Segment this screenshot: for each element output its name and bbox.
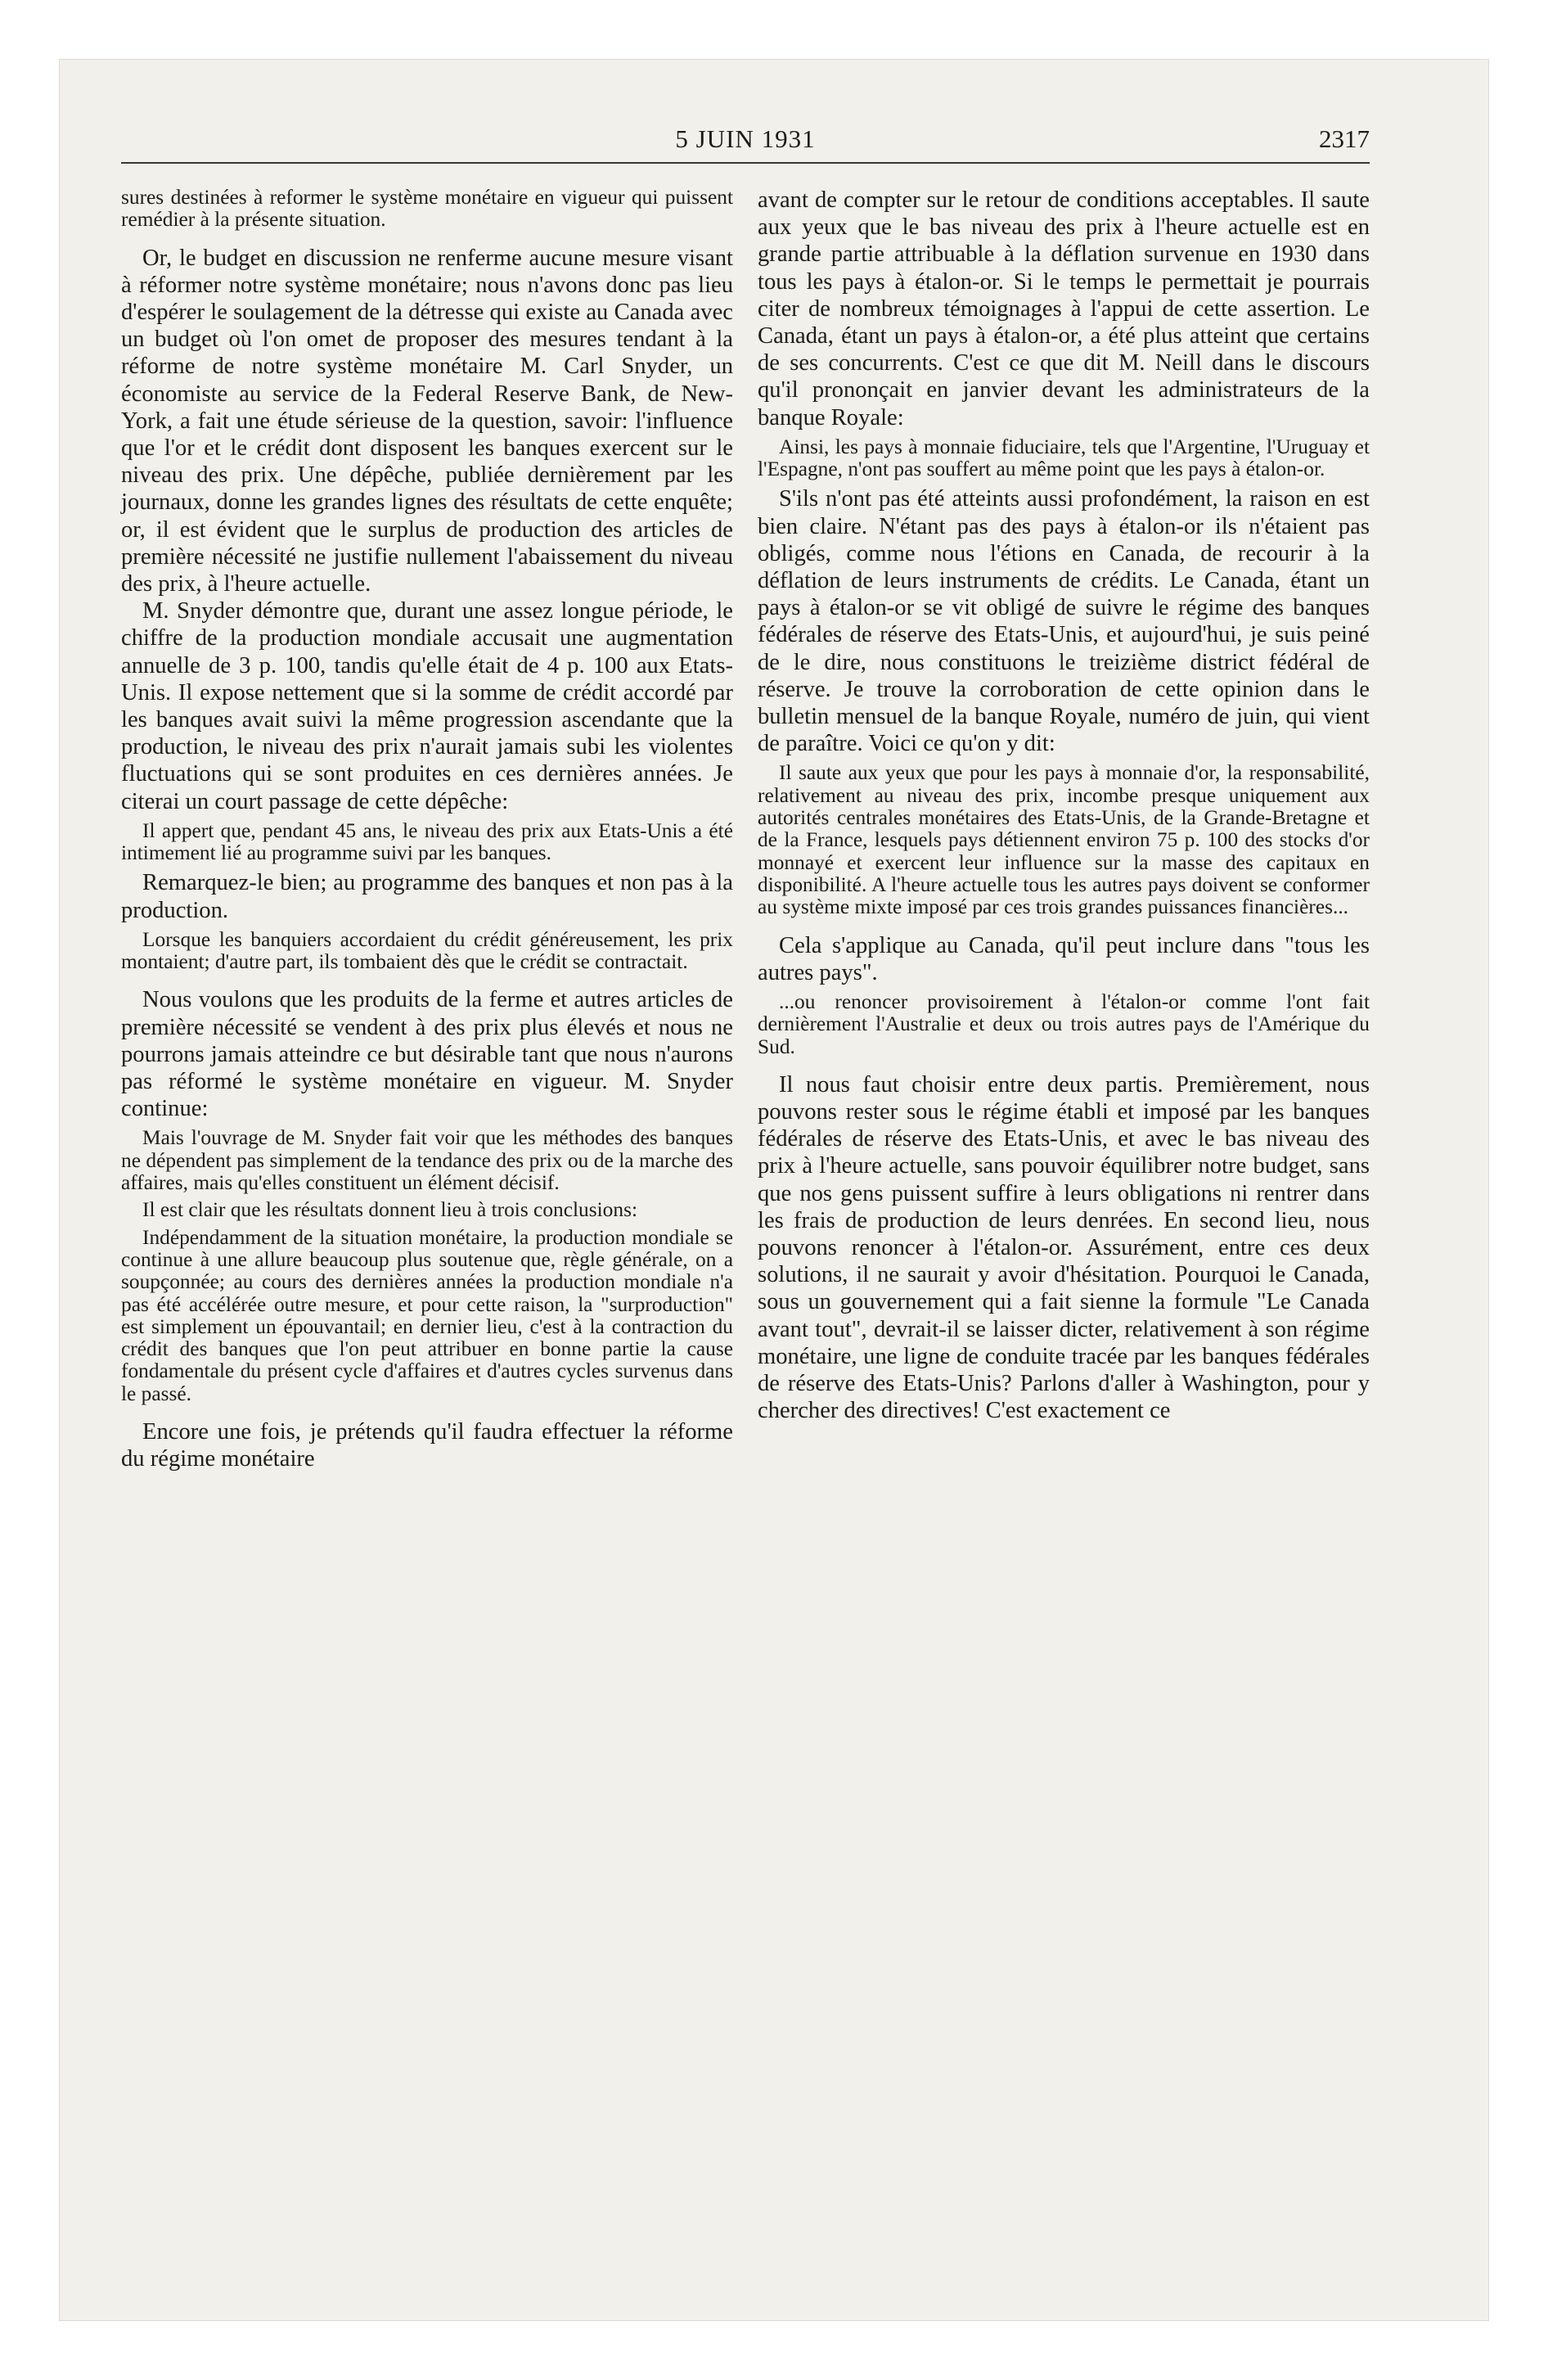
body-paragraph: Or, le budget en discussion ne renferme aucune mesure visant à réformer notre système monétaire; nous n'avons donc pas lieu d'espérer le soulagement de la détresse qui existe au Canada avec un budget où l'on omet de proposer des mesures tendant à la réforme de notre système monétaire M. Carl Snyder, un économiste au service de la Federal Reserve Bank, de New-York, a fait une étude sérieuse de la question, savoir: l'influence que l'or et le crédit dont disposent les banques exercent sur le niveau des prix. Une dépêche, publiée dernièrement par les journaux, donne les grandes lignes des résultats de cette enquête; or, il est évident que le surplus de production des articles de première nécessité ne justifie nullement l'abaissement du niveau des prix, à l'heure actuelle.	[121, 245, 733, 597]
body-paragraph: Il nous faut choisir entre deux partis. Premièrement, nous pouvons rester sous le régime établi et imposé par les banques fédérales de réserve des Etats-Unis, et avec le bas niveau des prix à l'heure actuelle, sans pouvoir équilibrer notre budget, sans que nos gens puissent suffire à leurs obligations ni rentrer dans les frais de production de leurs denrées. En second lieu, nous pouvons renoncer à l'étalon-or. Assurément, entre ces deux solutions, il ne saurait y avoir d'hésitation. Pourquoi le Canada, sous un gouvernement qui a fait sienne la formule "Le Canada avant tout", devrait-il se laisser dicter, relativement à son régime monétaire, une ligne de conduite tracée par les banques fédérales de réserve des Etats-Unis? Parlons d'aller à Washington, pour y chercher des directives! C'est exactement ce	[758, 1071, 1370, 1424]
hansard-page	[121, 121, 1370, 2249]
quote-paragraph: sures destinées à reformer le système monétaire en vigueur qui puissent remédier à la présente situation.	[121, 186, 733, 232]
quote-paragraph: Il est clair que les résultats donnent lieu à trois conclusions:	[142, 1198, 637, 1222]
body-paragraph: S'ils n'ont pas été atteints aussi profondément, la raison en est bien claire. N'étant pas des pays à étalon-or ils n'étaient pas obligés, comme nous l'étions en Canada, de recourir à la déflation de leurs instruments de crédits. Le Canada, étant un pays à étalon-or se vit obligé de suivre le régime des banques fédérales de réserve des Etats-Unis, et aujourd'hui, je suis peiné de le dire, nous constituons le treizième district fédéral de réserve. Je trouve la corroboration de cette opinion dans le bulletin mensuel de la banque Royale, numéro de juin, qui vient de paraître. Voici ce qu'on y dit:	[758, 486, 1370, 757]
body-paragraph: Remarquez-le bien; au programme des banques et non pas à la production.	[121, 870, 733, 923]
text-columns	[121, 187, 1370, 1472]
body-paragraph: Nous voulons que les produits de la ferme et autres articles de première nécessité se vendent à des prix plus élevés et nous ne pourrons jamais atteindre ce but désirable tant que nous n'aurons pas réformé le système monétaire en vigueur. M. Snyder continue:	[121, 987, 733, 1122]
quote-paragraph: Lorsque les banquiers accordaient du crédit généreusement, les prix montaient; d'autre part, ils tombaient dès que le crédit se contractait.	[121, 927, 733, 974]
page-header	[121, 121, 1370, 164]
page-number: 2317	[1319, 124, 1370, 153]
body-paragraph: Encore une fois, je prétends qu'il faudra effectuer la réforme du régime monétaire	[121, 1419, 733, 1472]
body-paragraph: Cela s'applique au Canada, qu'il peut inclure dans "tous les autres pays".	[758, 932, 1370, 985]
body-paragraph: avant de compter sur le retour de conditions acceptables. Il saute aux yeux que le bas niveau des prix à l'heure actuelle est en grande partie attribuable à la déflation survenue en 1930 dans tous les pays à étalon-or. Si le temps le permettait je pourrais citer de nombreux témoignages à l'appui de cette assertion. Le Canada, étant un pays à étalon-or, a été plus atteint que certains de ses concurrents. C'est ce que dit M. Neill dans le discours qu'il prononçait en janvier devant les administrateurs de la banque Royale:	[758, 187, 1370, 430]
page-date: 5 JUIN 1931	[675, 124, 816, 153]
quote-paragraph: Ainsi, les pays à monnaie fiduciaire, tels que l'Argentine, l'Uruguay et l'Espagne, n'ont pas souffert au même point que les pays à étalon-or.	[758, 435, 1370, 481]
quote-paragraph: Il saute aux yeux que pour les pays à monnaie d'or, la responsabilité, relativement au niveau des prix, incombe presque uniquement aux autorités centrales monétaires des Etats-Unis, de la Grande-Bretagne et de la France, lesquels pays détiennent environ 75 p. 100 des stocks d'or monnayé et exercent leur influence sur la masse des capitaux en disponibilité. A l'heure actuelle tous les autres pays doivent se conformer au système mixte imposé par ces trois grandes puissances financières...	[758, 761, 1370, 919]
left-column	[121, 187, 733, 1472]
quote-paragraph: Il appert que, pendant 45 ans, le niveau des prix aux Etats-Unis a été intimement lié au programme suivi par les banques.	[121, 818, 733, 865]
quote-paragraph: ...ou renoncer provisoirement à l'étalon-or comme l'ont fait dernièrement l'Australie et deux ou trois autres pays de l'Amérique du Sud.	[758, 989, 1370, 1058]
quote-paragraph: Indépendamment de la situation monétaire, la production mondiale se continue à une allure beaucoup plus soutenue que, règle générale, on a soupçonnée; au cours des dernières années la production mondiale n'a pas été accélérée outre mesure, et pour cette raison, la "surproduction" est simplement un épouvantail; en dernier lieu, c'est à la contraction du crédit des banques que l'on peut attribuer en bonne partie la cause fondamentale du présent cycle d'affaires et d'autres cycles survenus dans le passé.	[121, 1225, 733, 1405]
right-column	[758, 187, 1370, 1472]
body-paragraph: M. Snyder démontre que, durant une assez longue période, le chiffre de la production mondiale accusait une augmentation annuelle de 3 p. 100, tandis qu'elle était de 4 p. 100 aux Etats-Unis. Il expose nettement que si la somme de crédit accordé par les banques avait suivi la même progression ascendante que la production, le niveau des prix n'aurait jamais subi les violentes fluctuations qui se sont produites en ces dernières années. Je citerai un court passage de cette dépêche:	[121, 598, 733, 814]
quote-paragraph: Mais l'ouvrage de M. Snyder fait voir que les méthodes des banques ne dépendent pas simplement de la tendance des prix ou de la marche des affaires, mais qu'elles constituent un élément décisif.	[121, 1126, 733, 1195]
